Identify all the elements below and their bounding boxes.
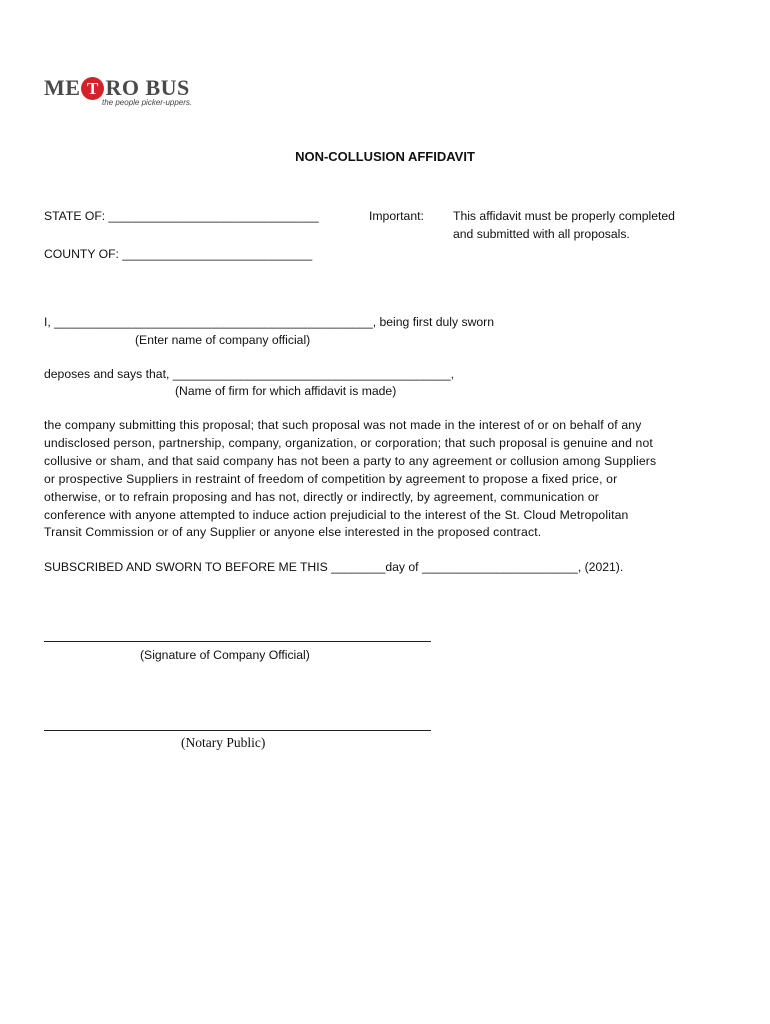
logo-circle-icon: T xyxy=(81,77,104,100)
body-line: the company submitting this proposal; that such proposal was not made in the interest of or on behalf of any xyxy=(44,418,642,432)
company-official-field[interactable]: I, _______________________________________________, being first duly sworn xyxy=(44,315,494,329)
logo-tagline: the people picker-uppers. xyxy=(102,98,193,107)
firm-name-field[interactable]: deposes and says that, _________________________________________, xyxy=(44,367,455,381)
logo-text-part: ME xyxy=(44,75,81,100)
body-line: conference with anyone attempted to induce action prejudicial to the interest of the St. Cloud Metropolitan xyxy=(44,507,629,522)
important-note-line-1: This affidavit must be properly completed xyxy=(453,209,675,223)
notary-label: (Notary Public) xyxy=(181,735,266,750)
important-label: Important: xyxy=(369,209,424,223)
important-note-line-2: and submitted with all proposals. xyxy=(453,227,630,241)
metro-bus-logo xyxy=(44,74,194,114)
county-field[interactable]: COUNTY OF: ____________________________ xyxy=(44,247,313,261)
signature-line[interactable] xyxy=(44,641,431,642)
body-line: undisclosed person, partnership, company, organization, or corporation; that such proposal is genuine and not xyxy=(44,435,653,450)
affidavit-body xyxy=(44,417,724,542)
signature-label: (Signature of Company Official) xyxy=(140,648,310,662)
notary-signature-line[interactable] xyxy=(44,730,431,731)
state-field[interactable]: STATE OF: _______________________________ xyxy=(44,209,319,223)
body-line: otherwise, or to refrain proposing and has not, directly or indirectly, by agreement, communication or xyxy=(44,489,599,504)
body-line: or prospective Suppliers in restraint of freedom of competition by agreement to propose a fixed price, or xyxy=(44,471,618,486)
firm-name-hint: (Name of firm for which affidavit is made) xyxy=(175,384,397,398)
document-title: NON-COLLUSION AFFIDAVIT xyxy=(295,149,475,164)
logo-text-part: RO BUS xyxy=(105,75,190,100)
body-line: Transit Commission or of any Supplier or anyone else interested in the proposed contract. xyxy=(44,525,542,540)
sworn-date-field[interactable]: SUBSCRIBED AND SWORN TO BEFORE ME THIS ________day of _______________________, (2021). xyxy=(44,560,624,574)
body-line: collusive or sham, and that said company has not been a party to any agreement or collusion among Suppliers xyxy=(44,453,657,468)
company-official-hint: (Enter name of company official) xyxy=(135,333,311,347)
